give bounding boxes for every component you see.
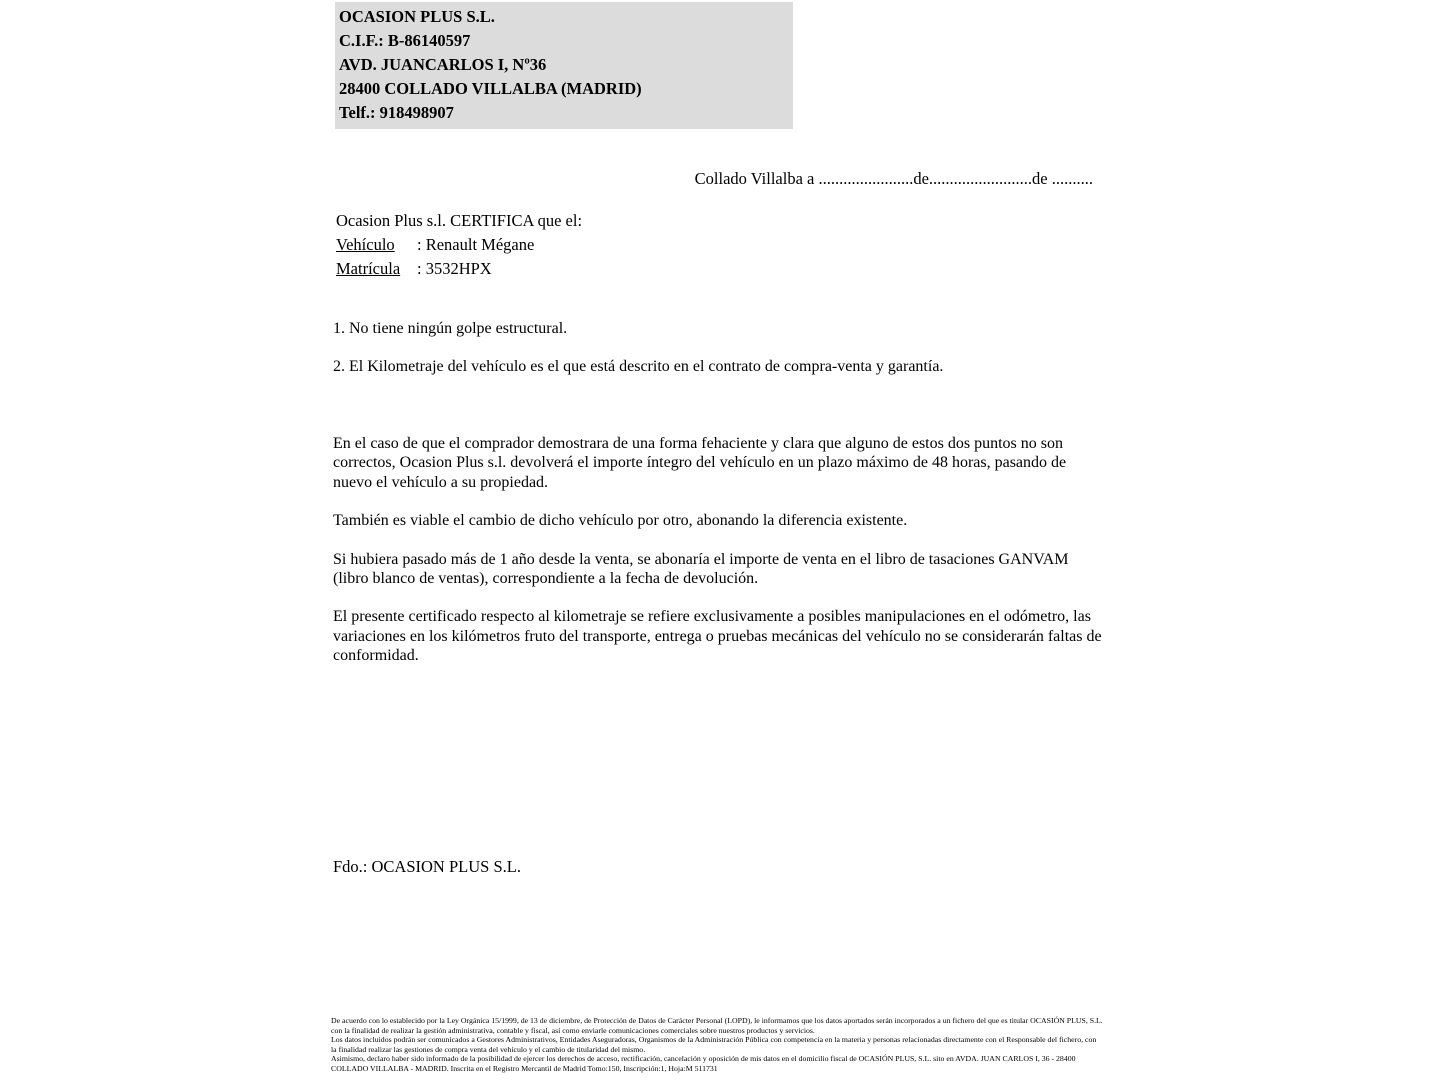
company-header-box [335, 2, 793, 129]
plate-label: Matrícula [336, 258, 401, 278]
company-name: OCASION PLUS S.L. [339, 7, 495, 26]
plate-value: 3532HPX [425, 258, 492, 278]
body-paragraphs [333, 434, 1105, 685]
company-cif: C.I.F.: B-86140597 [339, 31, 471, 50]
vehicle-label: Vehículo [336, 234, 395, 254]
company-address: AVD. JUANCARLOS I, Nº36 [339, 55, 547, 74]
legal-notice [331, 1016, 1103, 1074]
body-paragraph-2: También es viable el cambio de dicho vehículo por otro, abonando la diferencia existente. [333, 512, 908, 530]
legal-paragraph-2: Los datos incluidos podrán ser comunicados a Gestores Administrativos, Entidades Aseguradoras, Organismos de la Administración Pública con competencia en la materia y personas relacionadas directamente con el Responsable del fichero, con la finalidad realizar las gestiones de compra venta del vehículo y el cambio de titularidad del mismo. [331, 1035, 1097, 1054]
legal-paragraph-1: De acuerdo con lo establecido por la Ley Orgánica 15/1999, de 13 de diciembre, de Protección de Datos de Carácter Personal (LOPD), le informamos que los datos aportados serán incorporados a un fichero del que es titular OCASIÓN PLUS, S.L. con la finalidad de realizar la gestión administrativa, contable y fiscal, así como enviarle comunicaciones comerciales sobre nuestros productos y servicios. [331, 1016, 1103, 1035]
date-line: Collado Villalba a .......................de.........................de .......... [694, 169, 1093, 188]
condition-point-1: 1. No tiene ningún golpe estructural. [333, 320, 568, 337]
body-paragraph-4: El presente certificado respecto al kilometraje se refiere exclusivamente a posibles manipulaciones en el odómetro, las variaciones en los kilómetros fruto del transporte, entrega o pruebas mecánicas del vehículo no se considerarán faltas de conformidad. [333, 608, 1102, 665]
legal-paragraph-3: Asimismo, declaro haber sido informado de la posibilidad de ejercer los derechos de acceso, rectificación, cancelación y oposición de mis datos en el domicilio fiscal de OCASIÓN PLUS, S.L. sito en AVDA. JUAN CARLOS I, 36 - 28400 COLLADO VILLALBA - MADRID. Inscrita en el Registro Mercantil de Madrid Tomo:150, Inscripción:1, Hoja:M 511731 [331, 1054, 1076, 1073]
vehicle-label-cell [336, 233, 417, 257]
body-paragraph-3: Si hubiera pasado más de 1 año desde la venta, se abonaría el importe de venta en el libro de tasaciones GANVAM (libro blanco de ventas), correspondiente a la fecha de devolución. [333, 550, 1069, 588]
certifies-line: Ocasion Plus s.l. CERTIFICA que el: [336, 211, 583, 230]
plate-separator: : [417, 258, 426, 278]
condition-point-2: 2. El Kilometraje del vehículo es el que está descrito en el contrato de compra-venta y garantía. [333, 358, 944, 375]
company-city: 28400 COLLADO VILLALBA (MADRID) [339, 79, 642, 98]
vehicle-line [336, 233, 582, 257]
condition-points [333, 319, 1105, 395]
signature-line: Fdo.: OCASION PLUS S.L. [333, 857, 521, 876]
plate-line [336, 257, 582, 281]
plate-label-cell [336, 257, 417, 281]
certification-block [336, 209, 582, 280]
vehicle-separator: : [417, 234, 426, 254]
body-paragraph-1: En el caso de que el comprador demostrara de una forma fehaciente y clara que alguno de estos dos puntos no son correctos, Ocasion Plus s.l. devolverá el importe íntegro del vehículo en un plazo máximo de 48 horas, pasando de nuevo el vehículo a su propiedad. [333, 435, 1067, 491]
company-phone: Telf.: 918498907 [339, 103, 454, 122]
vehicle-value: Renault Mégane [425, 234, 535, 254]
